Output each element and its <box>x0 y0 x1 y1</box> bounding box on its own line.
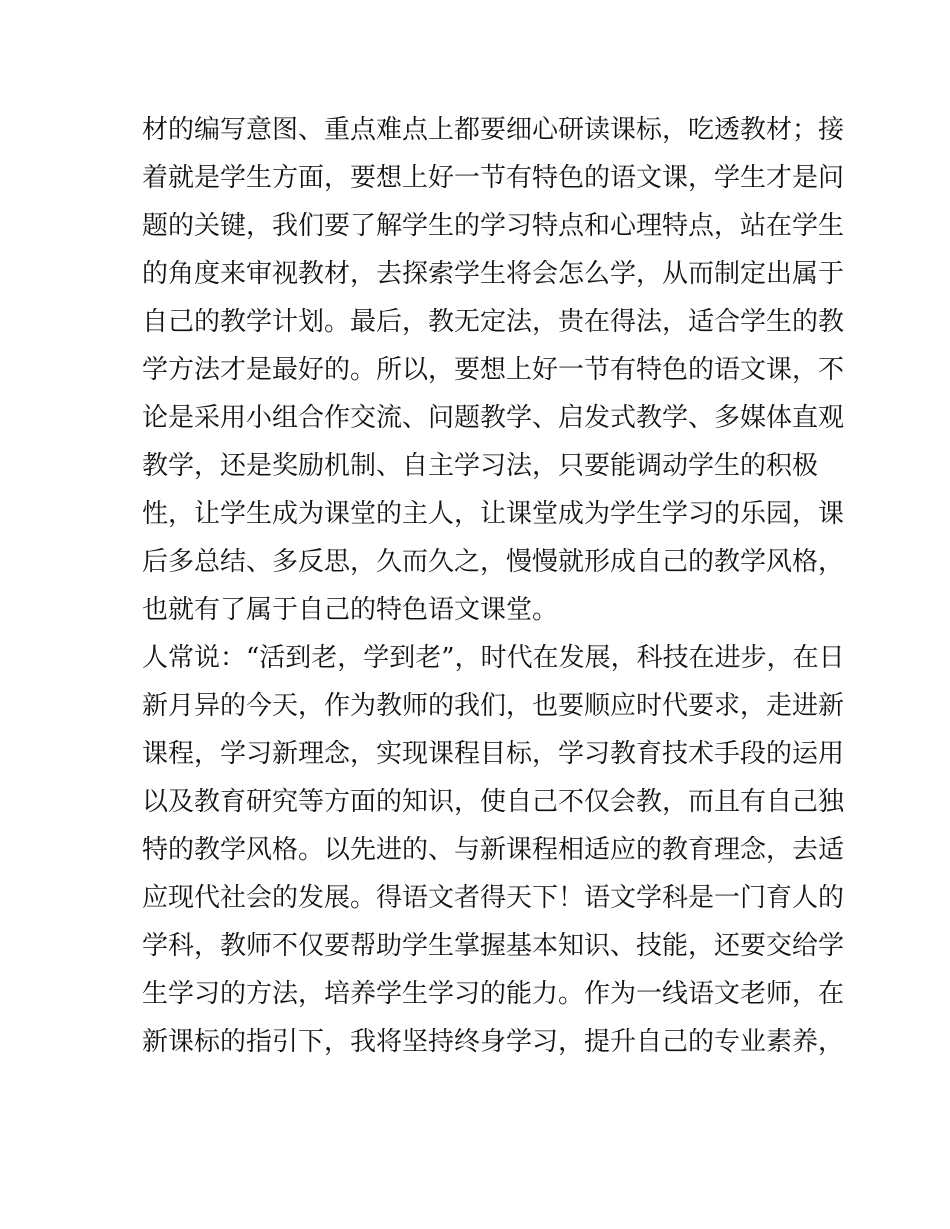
paragraph-1 <box>142 106 845 634</box>
text-line: 材的编写意图、重点难点上都要细心研读课标，吃透教材；接 <box>142 115 845 145</box>
text-line: 课程，学习新理念，实现课程目标，学习教育技术手段的运用 <box>142 739 845 769</box>
text-line: 新课标的指引下，我将坚持终身学习，提升自己的专业素养， <box>142 1027 845 1057</box>
text-line: 教学，还是奖励机制、自主学习法，只要能调动学生的积极 <box>142 451 819 481</box>
text-line: 特的教学风格。以先进的、与新课程相适应的教育理念，去适 <box>142 835 845 865</box>
text-line: 应现代社会的发展。得语文者得天下！语文学科是一门育人的 <box>142 883 845 913</box>
text-line: 学方法才是最好的。所以，要想上好一节有特色的语文课，不 <box>142 355 845 385</box>
text-line: 论是采用小组合作交流、问题教学、启发式教学、多媒体直观 <box>142 403 845 433</box>
text-line: 生学习的方法，培养学生学习的能力。作为一线语文老师，在 <box>142 979 845 1009</box>
paragraph-2 <box>142 634 845 1066</box>
text-line: 自己的教学计划。最后，教无定法，贵在得法，适合学生的教 <box>142 307 845 337</box>
document-body <box>142 106 845 1066</box>
text-line: 人常说：“活到老，学到老”，时代在发展，科技在进步，在日 <box>142 643 845 673</box>
text-line: 题的关键，我们要了解学生的学习特点和心理特点，站在学生 <box>142 211 845 241</box>
text-line: 也就有了属于自己的特色语文课堂。 <box>142 595 559 625</box>
text-line: 性，让学生成为课堂的主人，让课堂成为学生学习的乐园，课 <box>142 499 845 529</box>
text-line: 的角度来审视教材，去探索学生将会怎么学，从而制定出属于 <box>142 259 845 289</box>
text-line: 学科，教师不仅要帮助学生掌握基本知识、技能，还要交给学 <box>142 931 845 961</box>
text-line: 新月异的今天，作为教师的我们，也要顺应时代要求，走进新 <box>142 691 845 721</box>
text-line: 后多总结、多反思，久而久之，慢慢就形成自己的教学风格， <box>142 547 845 577</box>
text-line: 着就是学生方面，要想上好一节有特色的语文课，学生才是问 <box>142 163 845 193</box>
text-line: 以及教育研究等方面的知识，使自己不仅会教，而且有自己独 <box>142 787 845 817</box>
